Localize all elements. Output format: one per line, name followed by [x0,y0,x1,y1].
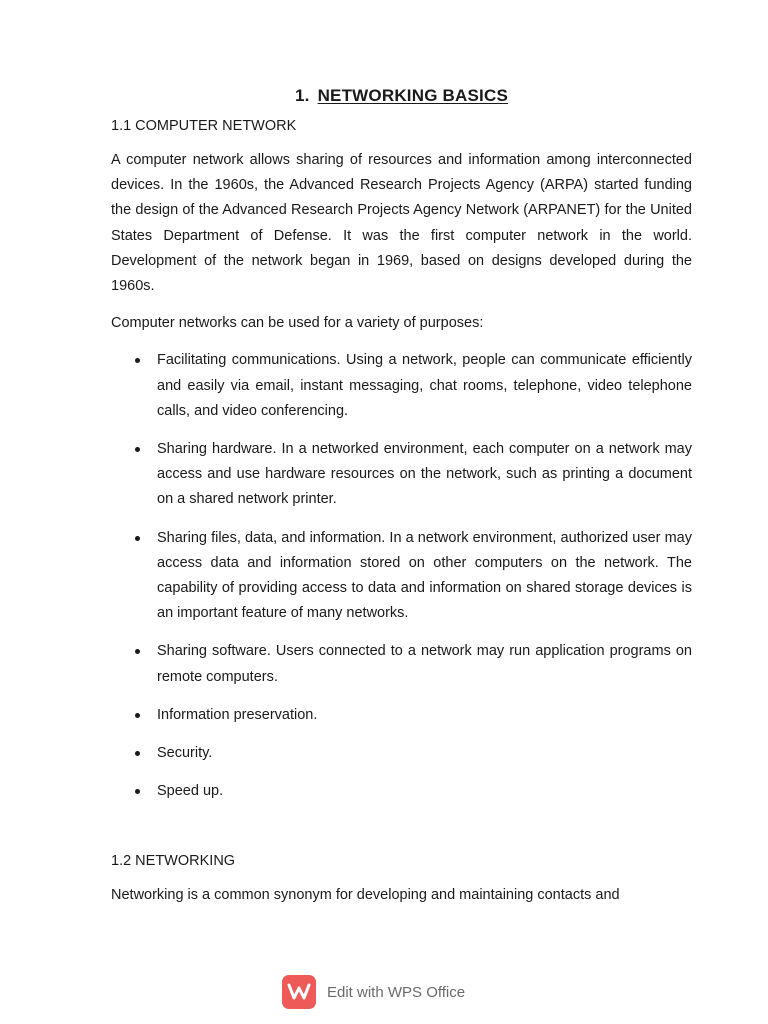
list-item-text: Speed up. [157,783,224,800]
list-item [111,639,692,689]
bullet-icon [135,713,140,718]
paragraph-purposes-intro: Computer networks can be used for a variety of purposes: [111,315,484,332]
section-heading-computer-network: 1.1 COMPUTER NETWORK [111,118,297,134]
list-item [111,779,692,804]
section-spacer [111,817,692,853]
chapter-title [111,86,692,106]
section-heading-networking: 1.2 NETWORKING [111,853,236,870]
list-item-text: Sharing software. Users connected to a network may run application programs on remote computers. [157,643,692,685]
bullet-icon [135,751,140,756]
chapter-title-text: NETWORKING BASICS [317,86,508,105]
list-item-text: Security. [157,745,213,762]
wps-w-glyph-icon [287,983,311,1001]
list-item-text: Sharing hardware. In a networked environment, each computer on a network may access and use hardware resources on the network, such as printing a document on a shared network printer. [157,441,692,508]
list-item-text: Facilitating communications. Using a network, people can communicate efficiently and easily via email, instant messaging, chat rooms, telephone, video telephone calls, and video conferencing. [157,352,692,419]
chapter-number: 1. [295,86,310,105]
paragraph-networking: Networking is a common synonym for developing and maintaining contacts and [111,887,620,904]
list-item [111,437,692,513]
purposes-list [111,348,692,804]
bullet-icon [135,789,140,794]
list-item [111,741,692,766]
bullet-icon [135,649,140,654]
wps-office-logo-icon[interactable] [282,975,316,1009]
list-item [111,526,692,627]
bullet-icon [135,536,140,541]
paragraph-computer-network-intro: A computer network allows sharing of resources and information among interconnected devices. In the 1960s, the Advanced Research Projects Agency (ARPA) started funding the design of the Advanced Research Projects Agency Network (ARPANET) for the United States Department of Defense. It was the first computer network in the world. Development of the network began in 1969, based on designs developed during the 1960s. [111,152,692,295]
bullet-icon [135,358,140,363]
list-item-text: Information preservation. [157,706,318,723]
wps-edit-label[interactable]: Edit with WPS Office [327,983,466,1001]
list-item [111,703,692,728]
document-content [111,86,692,921]
bullet-icon [135,447,140,452]
list-item-text: Sharing files, data, and information. In a network environment, authorized user may access data and information stored on other computers on the network. The capability of providing access to data and information on shared storage devices is an important feature of many networks. [157,529,692,622]
list-item [111,348,692,424]
wps-edit-banner[interactable] [282,975,465,1009]
